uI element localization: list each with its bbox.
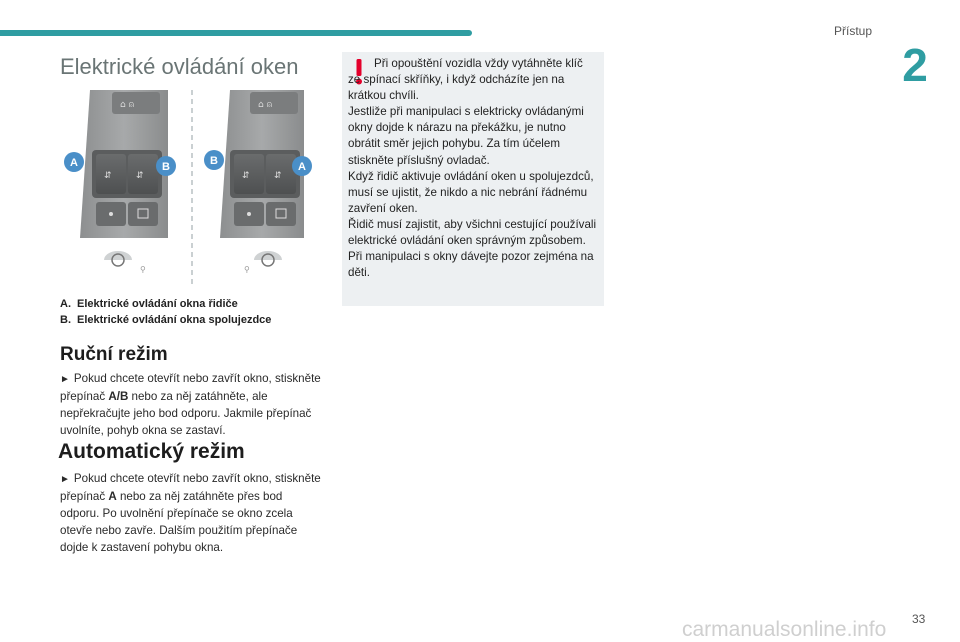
manual-mode-heading: Ruční režim (60, 344, 168, 365)
caption-key: B. (60, 314, 71, 326)
bullet-arrow-icon: ► (60, 474, 70, 485)
svg-text:⇵: ⇵ (242, 171, 250, 181)
svg-text:⇵: ⇵ (274, 171, 282, 181)
chapter-number: 2 (902, 39, 928, 91)
warning-text (348, 56, 598, 281)
callout-left-panel-left (64, 152, 84, 172)
warning-paragraph: Při manipulaci s okny dávejte pozor zejména na děti. (348, 250, 594, 280)
auto-mode-text: ► Pokud chcete otevřít nebo zavřít okno, stiskněte přepínač A nebo za něj zatáhněte přes bod odporu. Po uvolnění přepínače se okno zcela otevře nebo zavře. Dalším použitím přepínače dojde k zastavení pohybu okna. (60, 472, 321, 554)
svg-text:A: A (298, 161, 306, 173)
switch-label: A (108, 490, 117, 503)
svg-text:⚲: ⚲ (140, 265, 146, 274)
figure-captions (60, 296, 271, 328)
warning-paragraph: Při opouštění vozidla vždy vytáhněte klíč ze spínací skříňky, i když odcházíte jen na krátkou chvíli. (348, 57, 583, 103)
caption-a (60, 296, 271, 312)
switch-label: A/B (108, 390, 129, 403)
svg-text:⇵: ⇵ (136, 171, 144, 181)
left-switch-panel (80, 90, 168, 274)
svg-text:⇵: ⇵ (104, 171, 112, 181)
warning-box (342, 52, 604, 306)
right-switch-panel (220, 90, 304, 274)
warning-paragraph: Jestliže při manipulaci s elektricky ovládanými okny dojde k nárazu na překážku, je nutno obrátit směr jejich pohybu. Za tím účelem stiskněte příslušný ovladač. (348, 105, 584, 167)
caption-text: Elektrické ovládání okna řidiče (77, 298, 238, 310)
svg-text:⌂ ⍝: ⌂ ⍝ (258, 100, 272, 110)
svg-text:⌂ ⍝: ⌂ ⍝ (120, 100, 134, 110)
manual-mode-text: ► Pokud chcete otevřít nebo zavřít okno, stiskněte přepínač A/B nebo za něj zatáhněte, ale nepřekračujte jeho bod odporu. Jakmile přepínač uvolníte, pohyb okna se zastaví. (60, 372, 321, 437)
warning-paragraph: Když řidič aktivuje ovládání oken u spolujezdců, musí se ujistit, že nikdo a nic nebrání řádnému zavření oken. (348, 169, 594, 215)
svg-text:B: B (162, 161, 170, 173)
svg-text:B: B (210, 155, 218, 167)
header-accent-bar (0, 30, 472, 36)
page-number: 33 (912, 612, 926, 626)
page-title: Elektrické ovládání oken (60, 54, 299, 79)
caption-b (60, 312, 271, 328)
auto-mode-heading: Automatický režim (58, 440, 245, 463)
warning-paragraph: Řidič musí zajistit, aby všichni cestující používali elektrické ovládání oken správným způsobem. (348, 217, 597, 248)
watermark: carmanualsonline.info (682, 618, 887, 641)
svg-text:A: A (70, 157, 78, 169)
svg-text:⚲: ⚲ (244, 265, 250, 274)
callout-left-panel-right (156, 156, 176, 176)
caption-text: Elektrické ovládání okna spolujezdce (77, 314, 272, 326)
callout-right-panel-left (204, 150, 224, 170)
section-name: Přístup (833, 24, 872, 38)
caption-key: A. (60, 298, 71, 310)
bullet-arrow-icon: ► (60, 374, 70, 385)
callout-right-panel-right (292, 156, 312, 176)
window-switch-illustration (60, 88, 320, 288)
